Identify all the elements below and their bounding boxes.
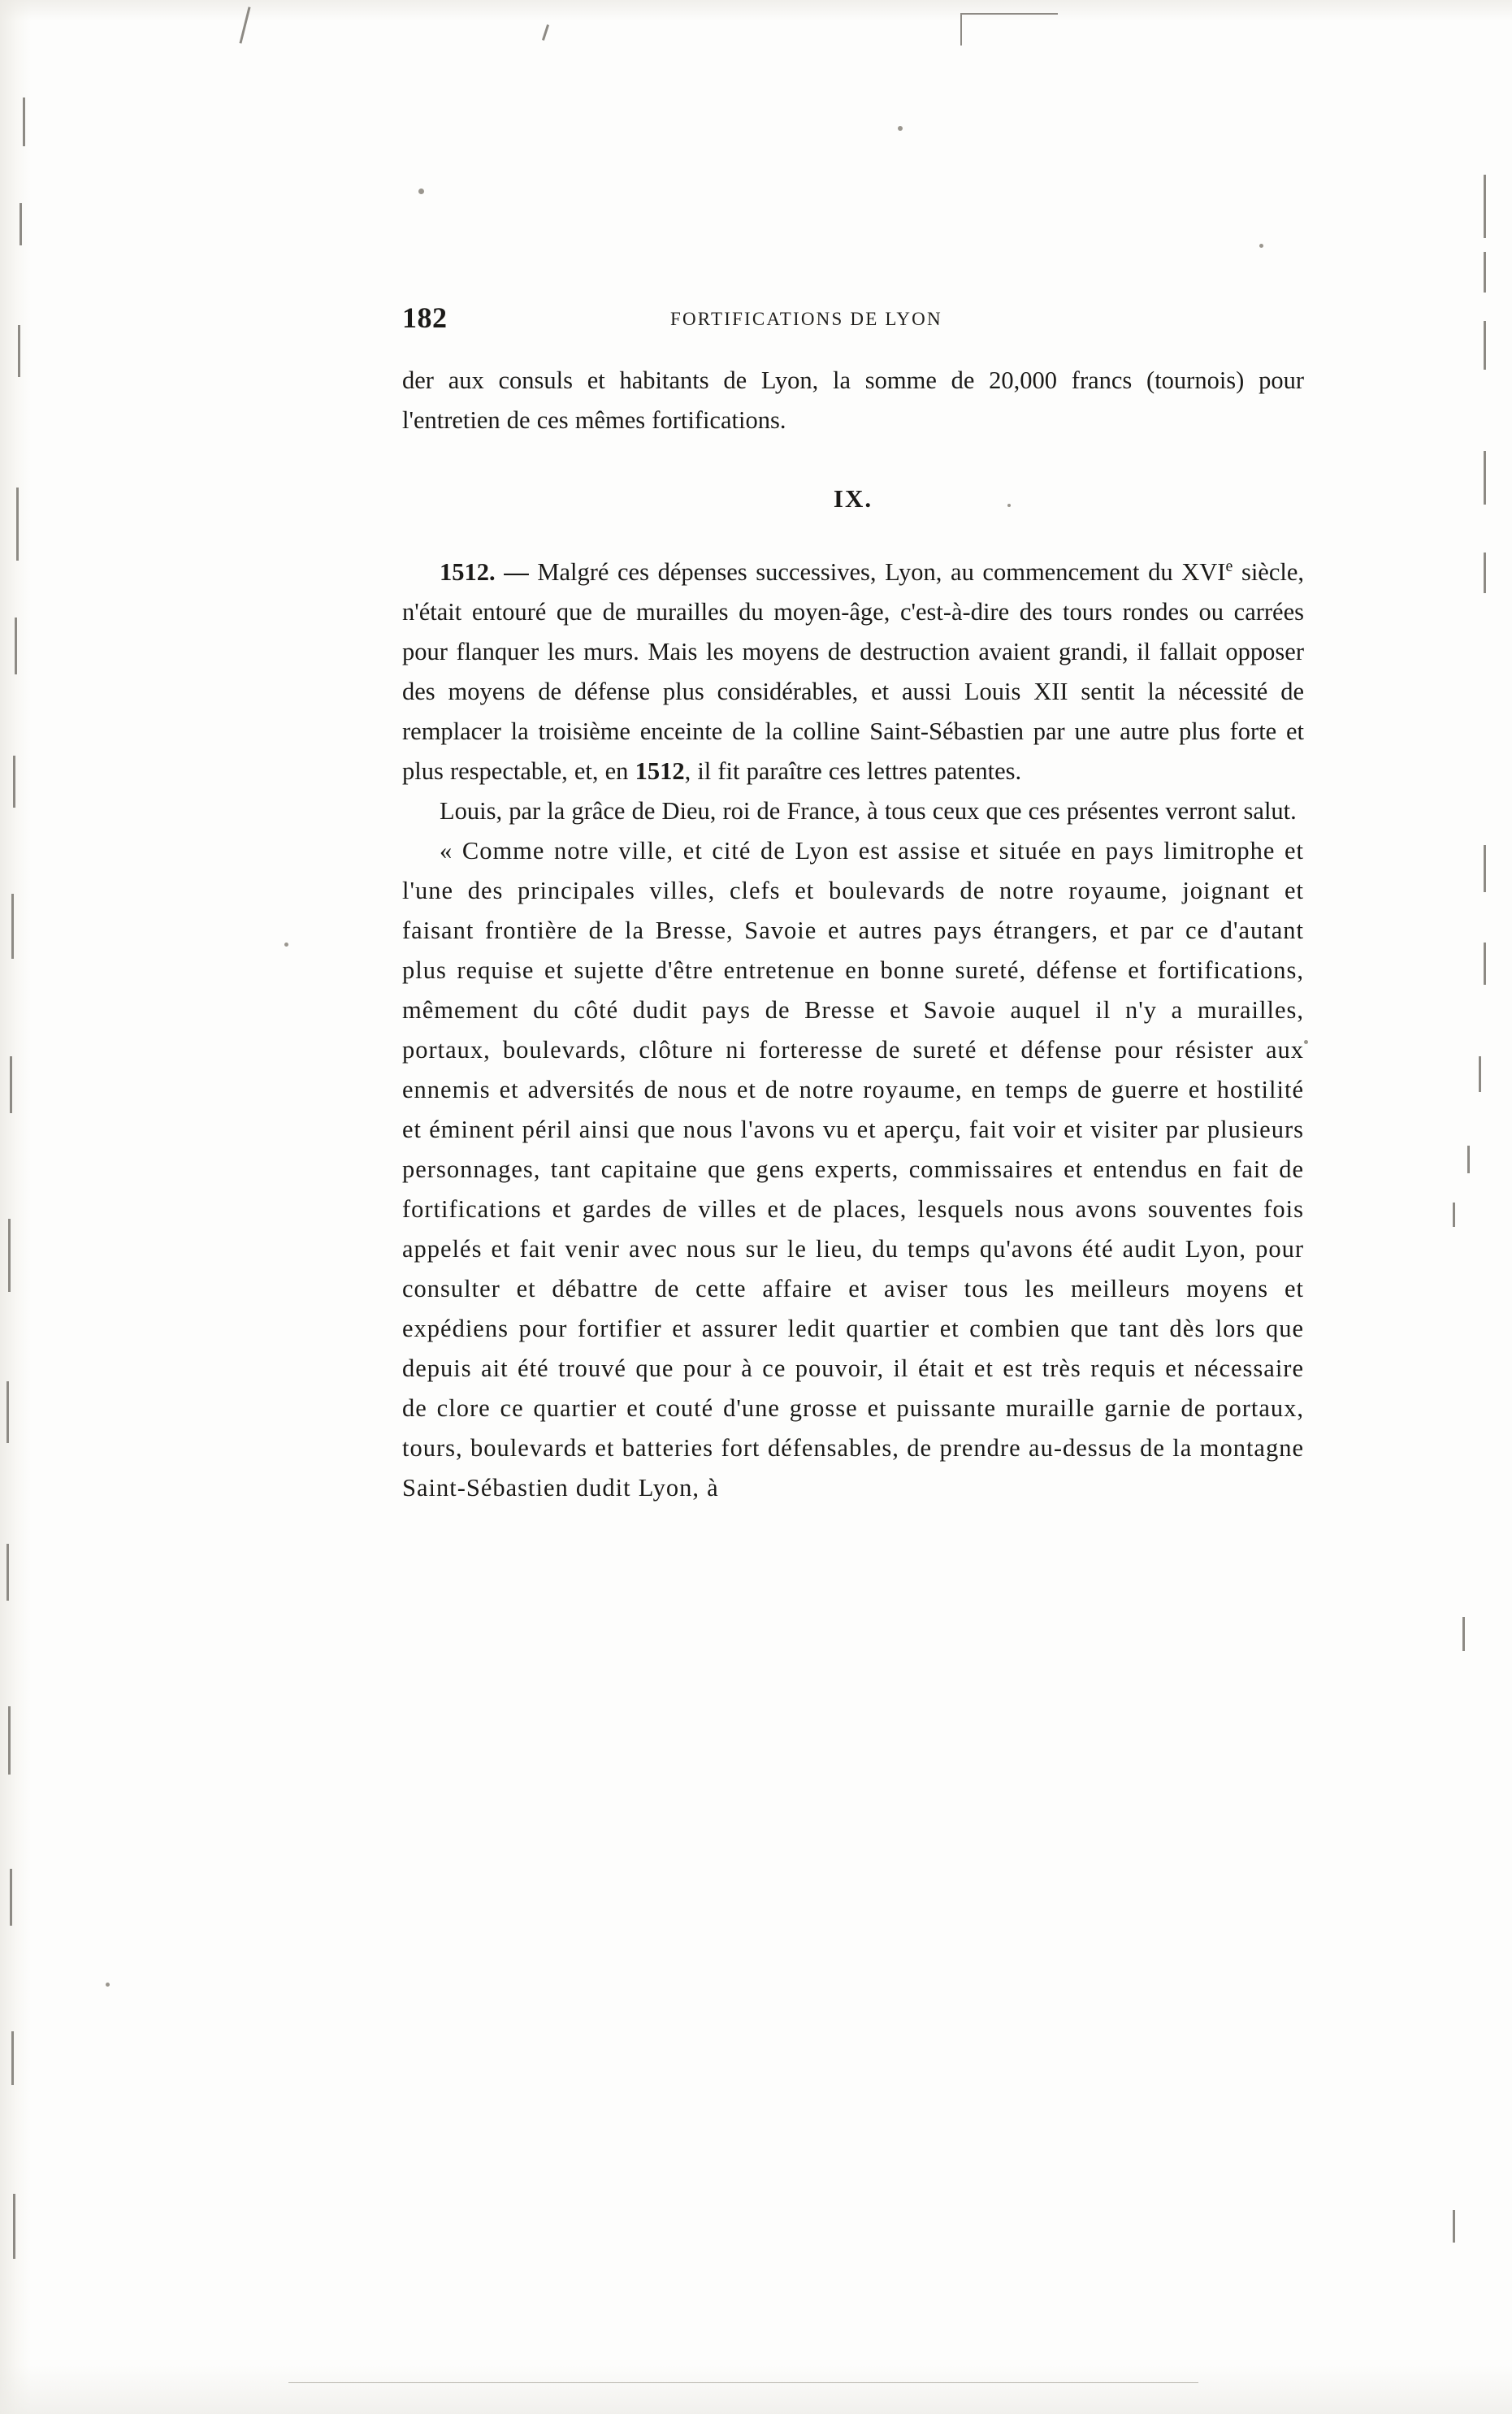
scan-speck xyxy=(106,1983,110,1987)
scan-edge-shadow-top xyxy=(0,0,1512,21)
scan-artifact-tick xyxy=(1484,845,1486,892)
scan-artifact-tick xyxy=(1467,1146,1470,1173)
scan-edge-shadow-bottom xyxy=(0,2365,1512,2414)
scan-artifact-tick xyxy=(1484,553,1486,593)
scan-artifact-tick xyxy=(19,203,22,245)
scan-artifact-tick xyxy=(11,894,14,959)
scan-speck xyxy=(1259,244,1263,248)
scan-artifact-tick xyxy=(16,488,19,561)
scan-artifact-tick xyxy=(15,618,17,674)
scan-artifact-tick xyxy=(10,1056,12,1113)
scan-speck xyxy=(1304,1040,1308,1044)
paragraph-1512-text-part1: Malgré ces dépenses successives, Lyon, au commencement du XVI xyxy=(528,558,1226,586)
scan-artifact-tick xyxy=(10,1869,12,1926)
scan-artifact-tick xyxy=(6,1381,9,1443)
section-number: IX. xyxy=(833,484,873,513)
ordinal-suffix: e xyxy=(1225,557,1233,575)
scan-artifact-tick xyxy=(1484,175,1486,238)
year-emphasis: 1512 xyxy=(635,757,685,785)
scan-artifact-tick xyxy=(1484,321,1486,370)
scan-speck xyxy=(418,189,424,194)
paragraph-1512 xyxy=(402,553,1304,791)
paragraph-year-lead: 1512. — xyxy=(440,558,529,586)
paragraph-1512-text-part2: siècle, n'était entouré que de murailles du moyen-âge, c'est-à-dire des tours rondes ou carrées pour flanquer les murs. Mais les moyens de destruction avaient grandi, il fallait opposer des moyens de défense plus considérables, et aussi Louis XII sentit la nécessité de remplacer la troisième enceinte de la colline Saint-Sébastien par une autre plus forte et plus respectable, et, en xyxy=(402,558,1305,785)
scan-artifact-tick xyxy=(13,2194,15,2259)
scan-artifact-tick xyxy=(11,2031,14,2085)
scan-artifact-tick xyxy=(13,756,15,808)
scan-artifact-tick xyxy=(1453,2210,1455,2243)
scan-speck xyxy=(284,943,288,947)
scan-artifact-tick xyxy=(18,325,20,377)
page-bottom-rule xyxy=(288,2382,1198,2383)
page-header xyxy=(402,301,1304,348)
scan-artifact-tick xyxy=(23,98,25,146)
scan-edge-shadow-left xyxy=(0,0,31,2414)
scan-artifact-tick xyxy=(1453,1203,1455,1227)
scan-artifact-tick xyxy=(8,1219,11,1292)
page-number: 182 xyxy=(402,301,448,334)
scan-artifact-tick xyxy=(8,1706,11,1775)
scan-artifact-tick xyxy=(1484,943,1486,985)
paragraph-1512-text-part3: , il fit paraître ces lettres patentes. xyxy=(684,757,1022,785)
scan-artifact-tick xyxy=(1479,1056,1481,1092)
scan-artifact-tick xyxy=(1484,451,1486,505)
scan-speck xyxy=(898,126,903,131)
running-head: FORTIFICATIONS DE LYON xyxy=(670,309,942,329)
scan-artifact-tick xyxy=(6,1544,9,1601)
scan-artifact-tick xyxy=(960,13,1058,15)
scan-artifact-tick xyxy=(960,13,962,46)
paragraph-louis: Louis, par la grâce de Dieu, roi de France, à tous ceux que ces présentes verront salut. xyxy=(440,797,1297,825)
paragraph-quote: « Comme notre ville, et cité de Lyon est assise et située en pays limitrophe et l'une des principales villes, clefs et boulevards de notre royaume, joignant et faisant frontière de la Bresse, Savoie et autres pays étrangers, et par ce d'autant plus requise et sujette d'être entretenue en bonne sureté, défense et fortifications, mêmement du côté dudit pays de Bresse et Savoie auquel il n'y a murailles, portaux, boulevards, clôture ni forteresse de sureté et défense pour résister aux ennemis et adversités de nous et de notre royaume, en temps de guerre et hostilité et éminent péril ainsi que nous l'avons vu et aperçu, fait voir et visiter par plusieurs personnages, tant capitaine que gens experts, commissaires et entendus en fait de fortifications et gardes de villes et de places, lesquels nous avons souventes fois appelés et fait venir avec nous sur le lieu, du temps qu'avons été audit Lyon, pour consulter et débattre de cette affaire et aviser tous les meilleurs moyens et expédiens pour fortifier et assurer ledit quartier et combien que tant dès lors que depuis ait été trouvé que pour à ce pouvoir, il était et est très requis et nécessaire de clore ce quartier et couté d'une grosse et puissante muraille garnie de portaux, tours, boulevards et batteries fort défensables, de prendre au-dessus de la montagne Saint-Sébastien dudit Lyon, à xyxy=(402,837,1304,1502)
scan-artifact-tick xyxy=(1462,1617,1465,1651)
catchword-paragraph: der aux consuls et habitants de Lyon, la somme de 20,000 francs (tournois) pour l'entretien de ces mêmes fortifications. xyxy=(402,366,1304,434)
scan-artifact-tick xyxy=(542,24,549,41)
scan-artifact-tick xyxy=(1484,252,1486,293)
page-text-column xyxy=(402,301,1304,1508)
